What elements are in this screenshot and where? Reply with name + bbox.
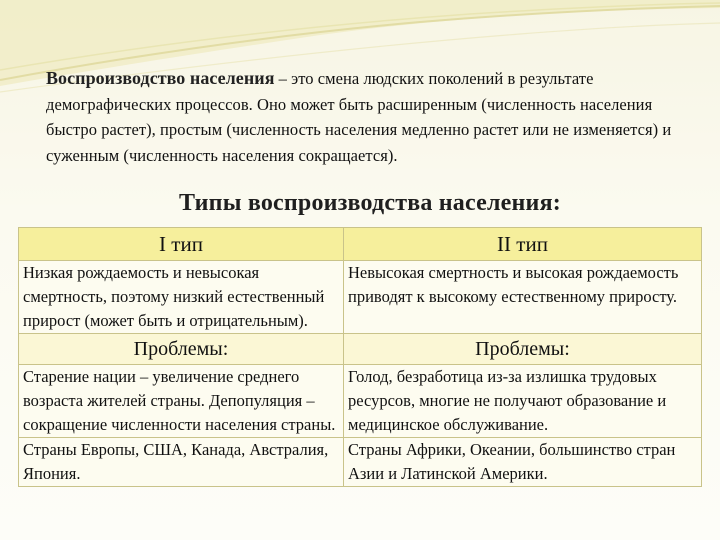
section-heading: Типы воспроизводства населения: xyxy=(179,190,561,216)
definition-term: Воспроизводство населения xyxy=(46,68,275,88)
description-type-1: Низкая рождаемость и невысокая смертность, поэтому низкий естественный прирост (может быть и отрицательным). xyxy=(19,261,344,334)
countries-row xyxy=(19,438,702,487)
problems-label-row xyxy=(19,334,702,365)
problems-row xyxy=(19,365,702,438)
description-type-2: Невысокая смертность и высокая рождаемость приводят к высокому естественному приросту. xyxy=(344,261,702,334)
header-row xyxy=(19,228,702,261)
countries-type-1: Страны Европы, США, Канада, Австралия, Япония. xyxy=(19,438,344,487)
problems-label-type-1: Проблемы: xyxy=(19,334,344,365)
definition-paragraph xyxy=(46,66,696,168)
header-type-1: I тип xyxy=(19,228,344,261)
problems-type-1: Старение нации – увеличение среднего возраста жителей страны. Депопуляция – сокращение численности населения страны. xyxy=(19,365,344,438)
problems-label-type-2: Проблемы: xyxy=(344,334,702,365)
definition-text: – это смена людских поколений в результате демографических процессов. Оно может быть расширенным (численность населения быстро растет), простым (численность населения медленно растет или не изменяется) и суженным (численность населения сокращается). xyxy=(46,69,672,165)
header-type-2: II тип xyxy=(344,228,702,261)
reproduction-types-table xyxy=(18,227,702,487)
countries-type-2: Страны Африки, Океании, большинство стран Азии и Латинской Америки. xyxy=(344,438,702,487)
description-row xyxy=(19,261,702,334)
problems-type-2: Голод, безработица из-за излишка трудовых ресурсов, многие не получают образование и медицинское обслуживание. xyxy=(344,365,702,438)
